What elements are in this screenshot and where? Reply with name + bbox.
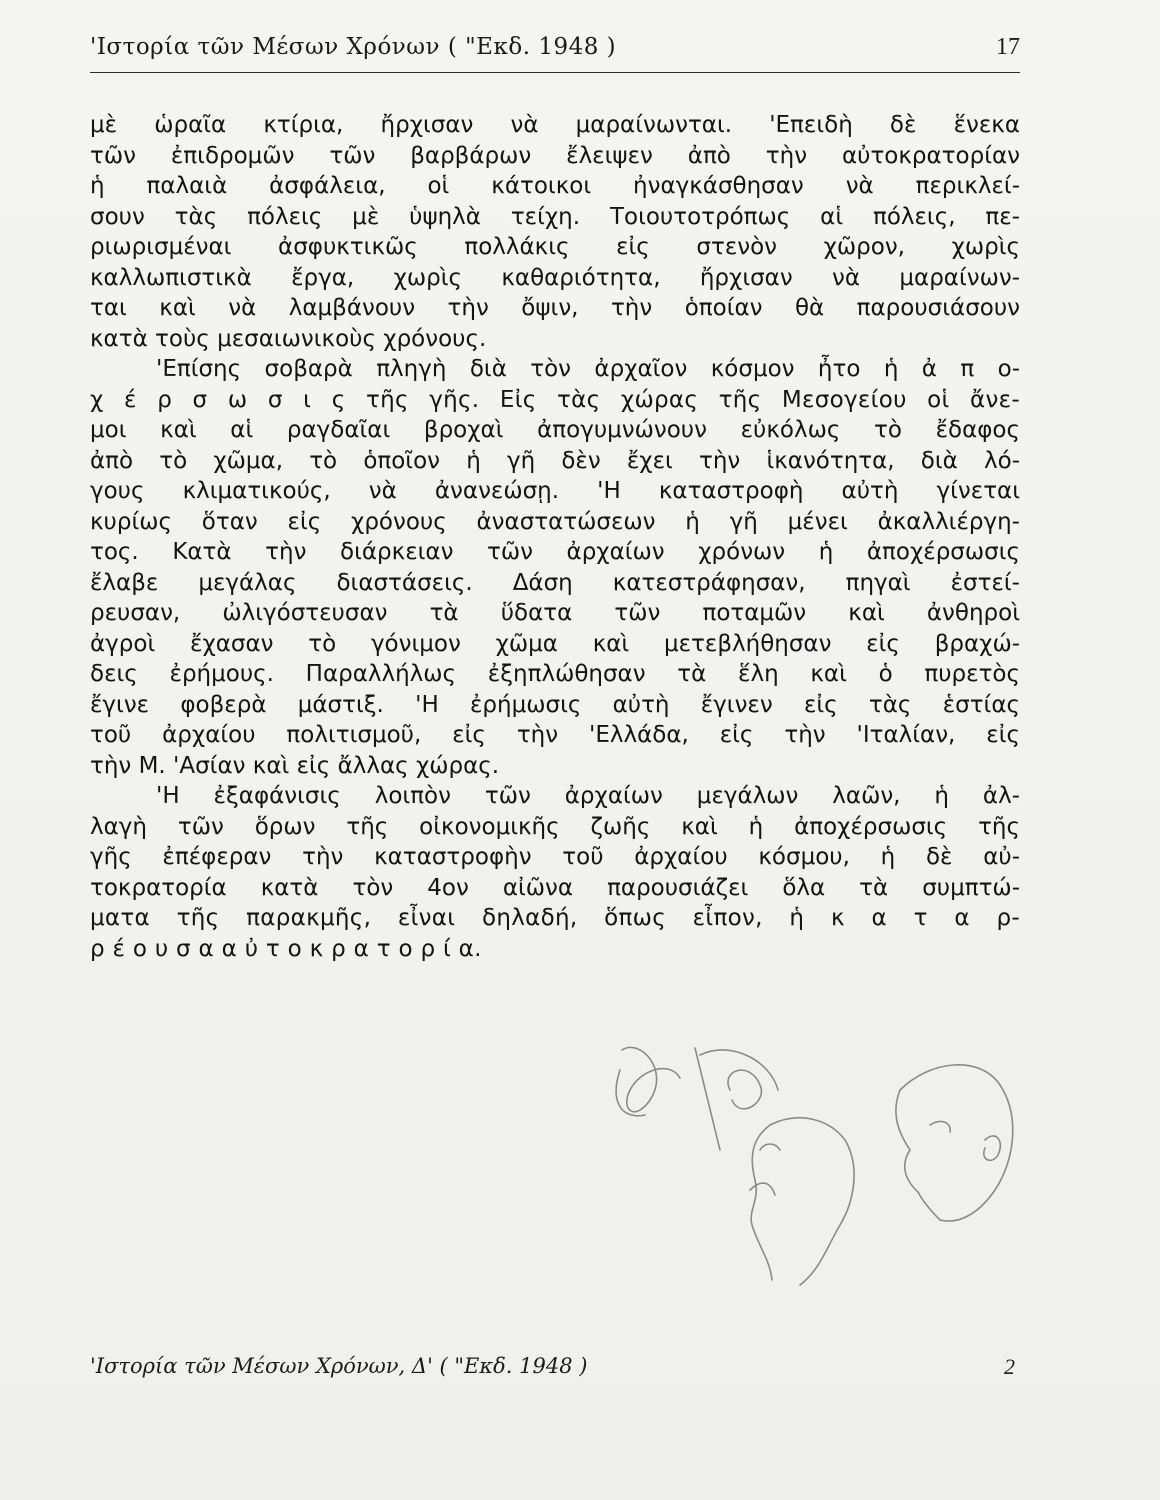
text-line: κυρίως ὅταν εἰς χρόνους ἀναστατώσεων ἡ γῆ μένει ἀκαλλιέργη- <box>90 508 1020 535</box>
header-rule <box>90 72 1020 73</box>
text-line: μοι καὶ αἱ ραγδαῖαι βροχαὶ ἀπογυμνώνουν εὐκόλως τὸ ἔδαφος <box>90 417 1020 443</box>
text-line: τοῦ ἀρχαίου πολιτισμοῦ, εἰς τὴν 'Ελλάδα, εἰς τὴν 'Ιταλίαν, εἰς <box>90 722 1020 748</box>
text-line: ρ έ ο υ σ α α ὐ τ ο κ ρ α τ ο ρ ί α. <box>90 935 482 962</box>
text-line: ἀγροὶ ἔχασαν τὸ γόνιμον χῶμα καὶ μετεβλήθησαν εἰς βραχώ- <box>90 630 1020 657</box>
running-header <box>90 34 1020 70</box>
text-line: δεις ἐρήμους. Παραλλήλως ἐξηπλώθησαν τὰ ἕλη καὶ ὁ πυρετὸς <box>90 661 1020 687</box>
footer-title: 'Ιστορία τῶν Μέσων Χρόνων, Δ' ( "Εκδ. 1948 ) <box>90 1354 588 1378</box>
text-line: τῶν ἐπιδρομῶν τῶν βαρβάρων ἔλειψεν ἀπὸ τὴν αὐτοκρατορίαν <box>90 142 1020 169</box>
pencil-doodle <box>600 1030 1030 1290</box>
text-line: χ έ ρ σ ω σ ι ς τῆς γῆς. Εἰς τὰς χώρας τῆς Μεσογείου οἱ ἄνε- <box>90 386 1020 413</box>
text-line: κατὰ τοὺς μεσαιωνικοὺς χρόνους. <box>90 325 487 352</box>
page-footer <box>90 1354 1015 1390</box>
text-line: σουν τὰς πόλεις μὲ ὑψηλὰ τείχη. Τοιουτοτρόπως αἱ πόλεις, πε- <box>90 203 1020 230</box>
text-line: καλλωπιστικὰ ἔργα, χωρὶς καθαριότητα, ἤρχισαν νὰ μαραίνων- <box>90 264 1020 291</box>
text-line: ματα τῆς παρακμῆς, εἶναι δηλαδή, ὅπως εἶπον, ἡ κ α τ α ρ- <box>90 905 1020 931</box>
text-line: 'Επίσης σοβαρὰ πληγὴ διὰ τὸν ἀρχαῖον κόσμον ἦτο ἡ ἀ π ο- <box>156 356 1020 382</box>
text-line: τὴν Μ. 'Ασίαν καὶ εἰς ἄλλας χώρας. <box>90 752 500 779</box>
text-line: τος. Κατὰ τὴν διάρκειαν τῶν ἀρχαίων χρόνων ἡ ἀποχέρσωσις <box>90 539 1020 565</box>
text-line: γους κλιματικούς, νὰ ἀνανεώσῃ. 'Η καταστροφὴ αὐτὴ γίνεται <box>90 478 1020 504</box>
text-line: ἔγινε φοβερὰ μάστιξ. 'Η ἐρήμωσις αὐτὴ ἔγινεν εἰς τὰς ἑστίας <box>90 691 1020 718</box>
text-line: μὲ ὡραῖα κτίρια, ἤρχισαν νὰ μαραίνωνται. 'Επειδὴ δὲ ἕνεκα <box>90 112 1020 138</box>
text-line: ριωρισμέναι ἀσφυκτικῶς πολλάκις εἰς στενὸν χῶρον, χωρὶς <box>90 234 1020 260</box>
text-line: ἀπὸ τὸ χῶμα, τὸ ὁποῖον ἡ γῆ δὲν ἔχει τὴν ἱκανότητα, διὰ λό- <box>90 447 1020 474</box>
running-title: 'Ιστορία τῶν Μέσων Χρόνων ( "Εκδ. 1948 ) <box>90 34 617 60</box>
text-line: ται καὶ νὰ λαμβάνουν τὴν ὄψιν, τὴν ὁποίαν θὰ παρουσιάσουν <box>90 295 1020 321</box>
text-line: ἔλαβε μεγάλας διαστάσεις. Δάση κατεστράφησαν, πηγαὶ ἐστεί- <box>90 569 1020 596</box>
text-line: ρευσαν, ὠλιγόστευσαν τὰ ὕδατα τῶν ποταμῶν καὶ ἀνθηροὶ <box>90 600 1020 626</box>
text-line: 'Η ἐξαφάνισις λοιπὸν τῶν ἀρχαίων μεγάλων λαῶν, ἡ ἀλ- <box>156 783 1020 809</box>
text-line: τοκρατορία κατὰ τὸν 4ον αἰῶνα παρουσιάζει ὅλα τὰ συμπτώ- <box>90 874 1020 901</box>
body-text <box>90 110 1020 964</box>
text-line: ἡ παλαιὰ ἀσφάλεια, οἱ κάτοικοι ἠναγκάσθησαν νὰ περικλεί- <box>90 173 1020 199</box>
signature-mark: 2 <box>1004 1354 1015 1379</box>
text-line: γῆς ἐπέφεραν τὴν καταστροφὴν τοῦ ἀρχαίου κόσμου, ἡ δὲ αὐ- <box>90 844 1020 870</box>
text-line: λαγὴ τῶν ὅρων τῆς οἰκονομικῆς ζωῆς καὶ ἡ ἀποχέρσωσις τῆς <box>90 813 1020 840</box>
page-number: 17 <box>996 34 1020 60</box>
